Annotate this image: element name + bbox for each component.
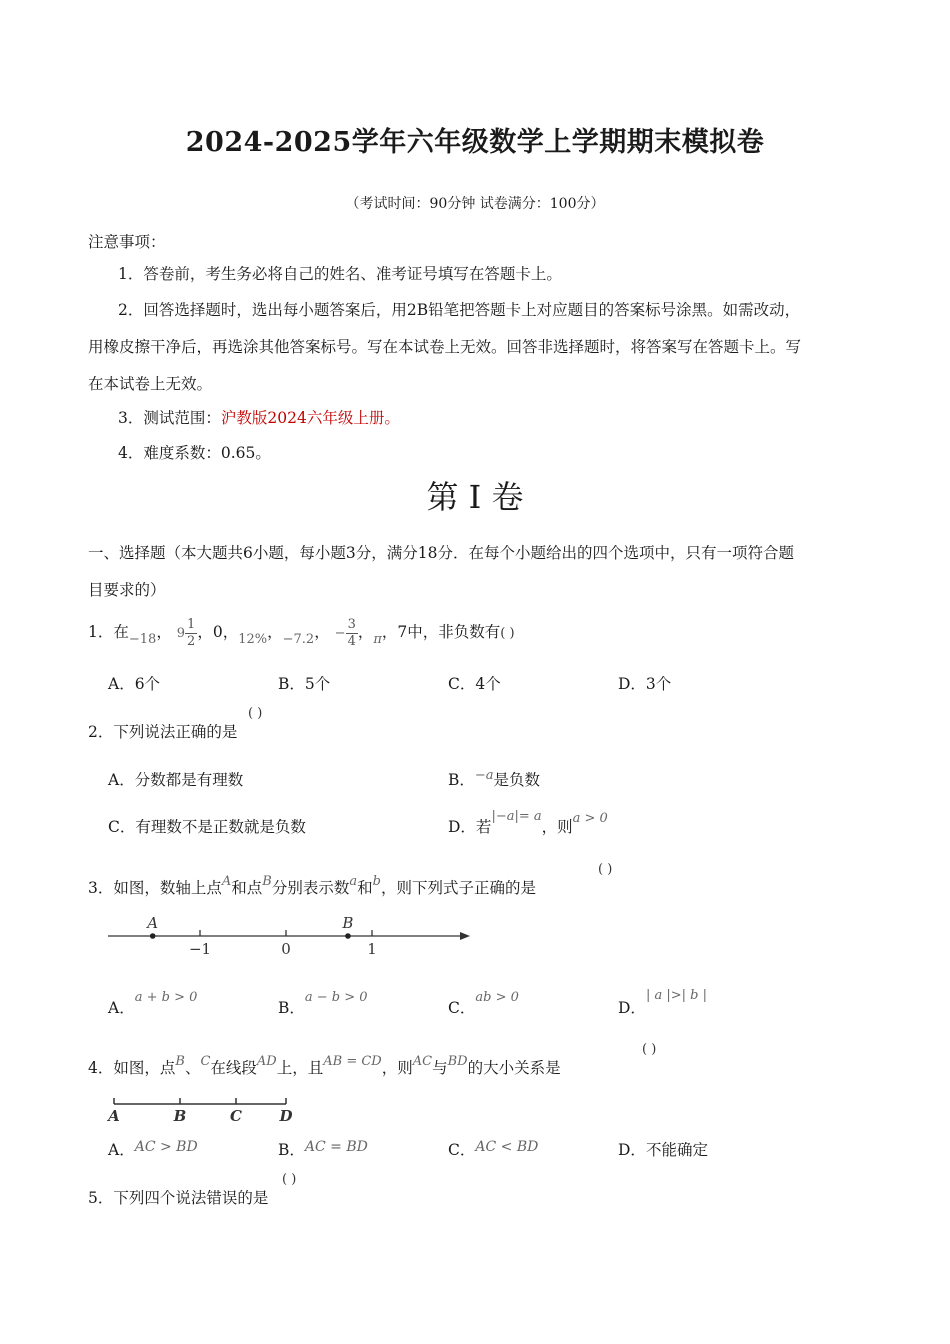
q3-option-a-math: a + b > 0 [134, 990, 198, 1005]
q2-answer-paren: ( ) [248, 706, 263, 721]
notice-item-2-line-1: 2．回答选择题时，选出每小题答案后，用2B铅笔把答题卡上对应题目的答案标号涂黑。如需改动， [118, 301, 801, 319]
q4-segment-figure [104, 1094, 304, 1126]
tick-label-one: 1 [367, 940, 377, 958]
q1-zero: ，0， [197, 623, 239, 641]
q4-option-b-label: B． [278, 1141, 305, 1159]
q4-option-b-math: AC = BD [304, 1139, 368, 1155]
q3-option-d-math: | a |>| b | [645, 988, 707, 1003]
q3-option-a-label: A． [108, 999, 135, 1017]
question-3-stem [88, 876, 536, 898]
q4-option-c-math: AC < BD [475, 1139, 539, 1155]
section-title: 第 I 卷 [426, 478, 524, 516]
q1-sep-3: ， [314, 623, 330, 641]
segment-label-a: A [108, 1107, 120, 1125]
q3-option-a [108, 990, 198, 1018]
q1-suffix: ，7中，非负数有 [381, 623, 501, 641]
q4-segment-ac: AC [412, 1054, 433, 1069]
q1-prefix: 1．在 [88, 623, 129, 641]
q3-text-4: 和 [357, 879, 373, 897]
q3-text-2: 和点 [231, 879, 263, 897]
q2-option-d-label: D．若 [448, 818, 492, 836]
point-a-label: A [147, 914, 159, 932]
part-one-heading-line-1: 一、选择题（本大题共6小题，每小题3分，满分18分．在每个小题给出的四个选项中，只有一项符合题 [88, 544, 794, 562]
tick-label-minus-one: −1 [188, 940, 212, 958]
q4-text-1: 4．如图，点 [88, 1059, 176, 1077]
point-b-dot [345, 933, 351, 939]
segment-label-c: C [230, 1107, 242, 1125]
q2-option-d [448, 809, 608, 837]
q4-option-d-text: 不能确定 [645, 1141, 708, 1159]
notice-item-2-line-2: 用橡皮擦干净后，再选涂其他答案标号。写在本试卷上无效。回答非选择题时，将答案写在答题卡上。写 [88, 338, 802, 356]
q3-option-b-label: B． [278, 999, 305, 1017]
q2-option-d-math-2: a > 0 [572, 811, 608, 826]
q2-option-b-math: −a [474, 768, 494, 783]
q4-answer-paren: ( ) [642, 1042, 657, 1057]
number-line-arrow [460, 932, 470, 940]
q4-option-c [448, 1138, 538, 1160]
q3-point-b: B [262, 874, 272, 889]
notice-item-4: 4．难度系数：0.65。 [118, 444, 271, 462]
q3-option-c-label: C． [448, 999, 476, 1017]
q3-text-3: 分别表示数 [271, 879, 350, 897]
notice-item-2-line-3: 在本试卷上无效。 [88, 375, 213, 393]
q1-number-neg18: −18 [128, 632, 157, 647]
q3-var-a: a [349, 874, 358, 889]
q1-option-d: D．3个 [618, 675, 672, 693]
q3-option-c-math: ab > 0 [475, 990, 519, 1005]
segment-label-b: B [173, 1107, 187, 1125]
q3-option-d-label: D． [618, 999, 646, 1017]
q4-equation: AB = CD [323, 1054, 382, 1069]
q4-point-c: C [200, 1054, 211, 1069]
question-4-stem [88, 1056, 561, 1078]
q1-mixed-den: 2 [187, 633, 196, 649]
q2-option-a: A．分数都是有理数 [108, 771, 244, 789]
q3-var-b: b [372, 874, 381, 889]
notice-item-1: 1．答卷前，考生务必将自己的姓名、准考证号填写在答题卡上。 [118, 265, 562, 283]
q2-option-d-math-1: |−a|= a [491, 809, 542, 824]
q3-text-5: ，则下列式子正确的是 [380, 879, 536, 897]
part-one-heading-line-2: 目要求的） [88, 581, 166, 599]
q4-option-d-label: D． [618, 1141, 646, 1159]
q4-text-2: 、 [184, 1059, 201, 1077]
q4-text-7: 的大小关系是 [467, 1059, 561, 1077]
q4-option-c-label: C． [448, 1141, 476, 1159]
q4-option-a-label: A． [108, 1141, 135, 1159]
q1-number-neg7-2: −7.2 [282, 632, 315, 647]
q1-sep-4: ， [357, 623, 374, 641]
q1-percent: 12% [238, 632, 268, 647]
test-scope-value: 沪教版2024六年级上册。 [220, 409, 400, 427]
q1-sep: ， [156, 623, 172, 641]
q3-option-b-math: a − b > 0 [304, 990, 368, 1005]
q1-option-c: C．4个 [448, 675, 501, 693]
q4-point-b: B [175, 1054, 185, 1069]
q1-option-b: B．5个 [278, 675, 331, 693]
question-2-stem: 2．下列说法正确的是 [88, 723, 238, 741]
q3-point-a: A [221, 874, 232, 889]
notice-item-3 [118, 406, 400, 428]
q4-option-a-math: AC > BD [134, 1139, 198, 1155]
exam-info: （考试时间：90分钟 试卷满分：100分） [345, 196, 605, 212]
q4-text-3: 在线段 [210, 1059, 257, 1077]
q1-answer-paren: ( ) [500, 626, 515, 641]
q2-option-c: C．有理数不是正数就是负数 [108, 818, 306, 836]
q4-text-6: 与 [432, 1059, 448, 1077]
q4-text-4: 上，且 [276, 1059, 324, 1077]
q3-option-d [618, 988, 707, 1018]
q1-sep-2: ， [267, 623, 283, 641]
question-5-stem: 5．下列四个说法错误的是 [88, 1189, 269, 1207]
q3-text-1: 3．如图，数轴上点 [88, 879, 222, 897]
segment-label-d: D [279, 1107, 293, 1125]
q2-option-b [448, 768, 540, 790]
q3-option-b [278, 990, 368, 1018]
point-b-label: B [342, 914, 354, 932]
q4-option-b [278, 1138, 368, 1160]
q1-frac-den: 4 [347, 633, 356, 649]
q4-option-d [618, 1138, 708, 1160]
q1-mixed-num: 1 [187, 616, 196, 632]
q4-segment-ad: AD [256, 1054, 277, 1069]
q4-option-a [108, 1138, 198, 1160]
q5-answer-paren: ( ) [282, 1172, 297, 1187]
q1-neg-sign: − [334, 626, 346, 641]
q1-mixed-whole: 9 [176, 626, 186, 641]
q2-option-d-text: ，则 [541, 818, 573, 836]
q1-fraction [346, 617, 358, 650]
q2-option-b-label: B． [448, 771, 475, 789]
notice-heading: 注意事项： [88, 233, 166, 251]
point-a-dot [150, 933, 156, 939]
q1-option-a: A．6个 [108, 675, 161, 693]
q3-answer-paren: ( ) [598, 862, 613, 877]
q1-frac-num: 3 [347, 616, 356, 632]
q2-option-b-text: 是负数 [493, 771, 541, 789]
test-scope-label: 3．测试范围： [118, 409, 221, 427]
q1-pi: π [373, 632, 382, 647]
q3-option-c [448, 990, 519, 1018]
q4-text-5: ，则 [381, 1059, 413, 1077]
question-1-stem [88, 612, 515, 652]
q3-number-line [100, 912, 480, 962]
page-title: 2024-2025学年六年级数学上学期期末模拟卷 [185, 127, 765, 158]
q4-segment-bd: BD [447, 1054, 468, 1069]
q1-mixed-fraction [185, 617, 197, 650]
tick-label-zero: 0 [281, 940, 291, 958]
